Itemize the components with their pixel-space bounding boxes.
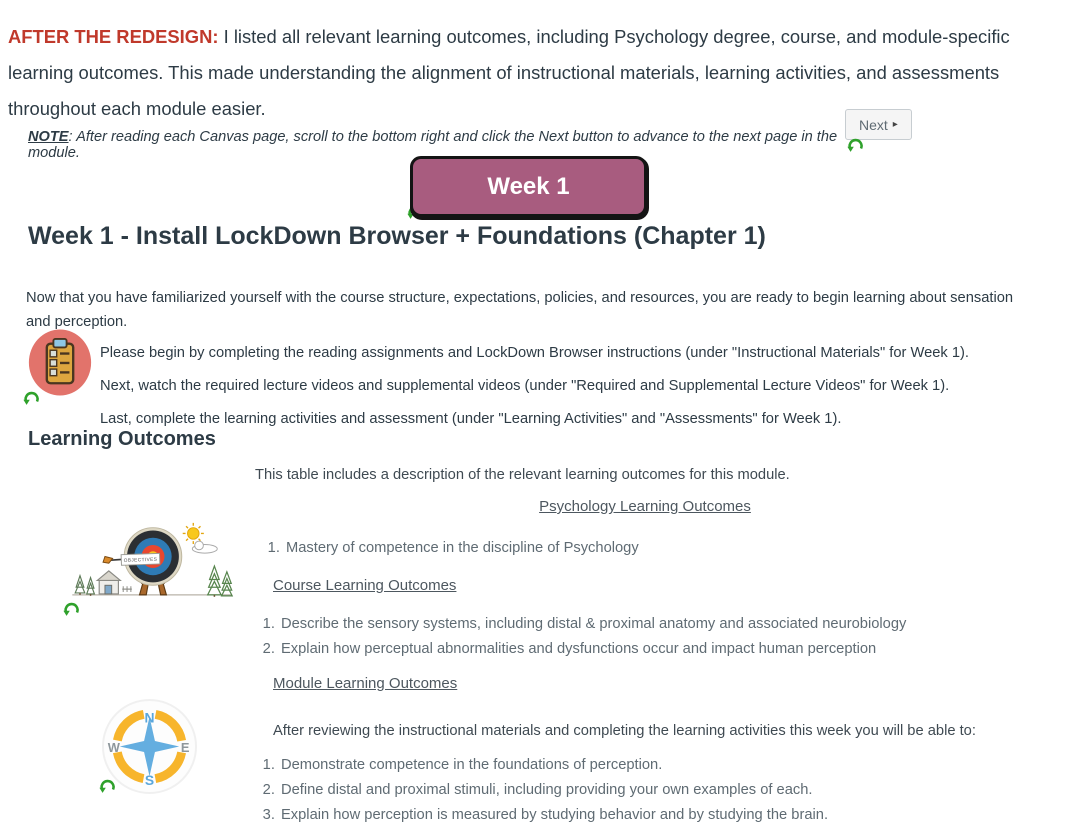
compass-s-label: S bbox=[144, 772, 155, 789]
clipboard-checklist-icon bbox=[27, 328, 93, 397]
list-item: 1. Mastery of competence in the discipline of Psychology bbox=[284, 536, 639, 561]
course-outcomes-list bbox=[258, 612, 906, 662]
psychology-outcomes-link[interactable]: Psychology Learning Outcomes bbox=[539, 498, 751, 515]
list-item: 1. Demonstrate competence in the foundations of perception. bbox=[279, 753, 828, 778]
note-text: : After reading each Canvas page, scroll to the bottom right and click the Next button to advance to the next page in the module. bbox=[28, 128, 838, 161]
list-item: 3. Explain how perception is measured by studying behavior and by studying the brain. bbox=[279, 803, 828, 828]
redesign-intro-paragraph bbox=[8, 19, 1072, 127]
objectives-target-image bbox=[70, 520, 234, 616]
module-outcomes-list bbox=[258, 753, 828, 828]
step-instruction: Next, watch the required lecture videos and supplemental videos (under "Required and Supplemental Lecture Videos" for Week 1). bbox=[100, 377, 950, 394]
psychology-outcomes-link-wrap bbox=[430, 498, 860, 516]
list-item: 2. Define distal and proximal stimuli, including providing your own examples of each. bbox=[279, 778, 828, 803]
module-outcomes-link[interactable]: Module Learning Outcomes bbox=[273, 675, 458, 692]
module-outcomes-link-wrap bbox=[273, 675, 457, 693]
objectives-banner-label: OBJECTIVES bbox=[123, 557, 158, 564]
compass-image bbox=[100, 697, 199, 796]
compass-e-label: E bbox=[180, 739, 190, 755]
note-label: NOTE bbox=[28, 128, 69, 145]
psychology-outcomes-list bbox=[263, 536, 639, 561]
course-outcomes-link-wrap bbox=[273, 577, 456, 595]
learning-outcomes-heading: Learning Outcomes bbox=[28, 428, 216, 450]
next-button-label: Next bbox=[859, 116, 888, 133]
week-1-button[interactable] bbox=[410, 156, 647, 217]
compass-n-label: N bbox=[144, 709, 155, 726]
step-instruction: Last, complete the learning activities and assessment (under "Learning Activities" and "Assessments" for Week 1). bbox=[100, 410, 842, 427]
next-arrow-icon: ▸ bbox=[892, 118, 898, 130]
course-intro-paragraph: Now that you have familiarized yourself with the course structure, expectations, policies, and resources, you are ready to begin learning about sensation and perception. bbox=[26, 289, 1014, 330]
list-item: 1. Describe the sensory systems, including distal & proximal anatomy and associated neurobiology bbox=[279, 612, 906, 637]
page-title: Week 1 - Install LockDown Browser + Foundations (Chapter 1) bbox=[28, 222, 766, 250]
outcomes-table-caption: This table includes a description of the relevant learning outcomes for this module. bbox=[255, 467, 790, 483]
week-1-button-label: Week 1 bbox=[487, 172, 570, 200]
step-instruction: Please begin by completing the reading assignments and LockDown Browser instructions (under "Instructional Materials" for Week 1). bbox=[100, 344, 969, 361]
next-button[interactable] bbox=[845, 109, 912, 140]
module-outcomes-intro: After reviewing the instructional materials and completing the learning activities this week you will be able to: bbox=[273, 722, 976, 739]
compass-w-label: W bbox=[107, 739, 120, 755]
course-outcomes-link[interactable]: Course Learning Outcomes bbox=[273, 577, 457, 594]
refresh-arrow-icon bbox=[846, 137, 865, 154]
redesign-label: AFTER THE REDESIGN: bbox=[8, 26, 219, 48]
redesign-text: I listed all relevant learning outcomes, including Psychology degree, course, and module-specific learning outcomes. This made understanding the alignment of instructional materials, learning activities, and assessments throughout each module easier. bbox=[8, 26, 1010, 120]
list-item: 2. Explain how perceptual abnormalities and dysfunctions occur and impact human perception bbox=[279, 637, 906, 662]
